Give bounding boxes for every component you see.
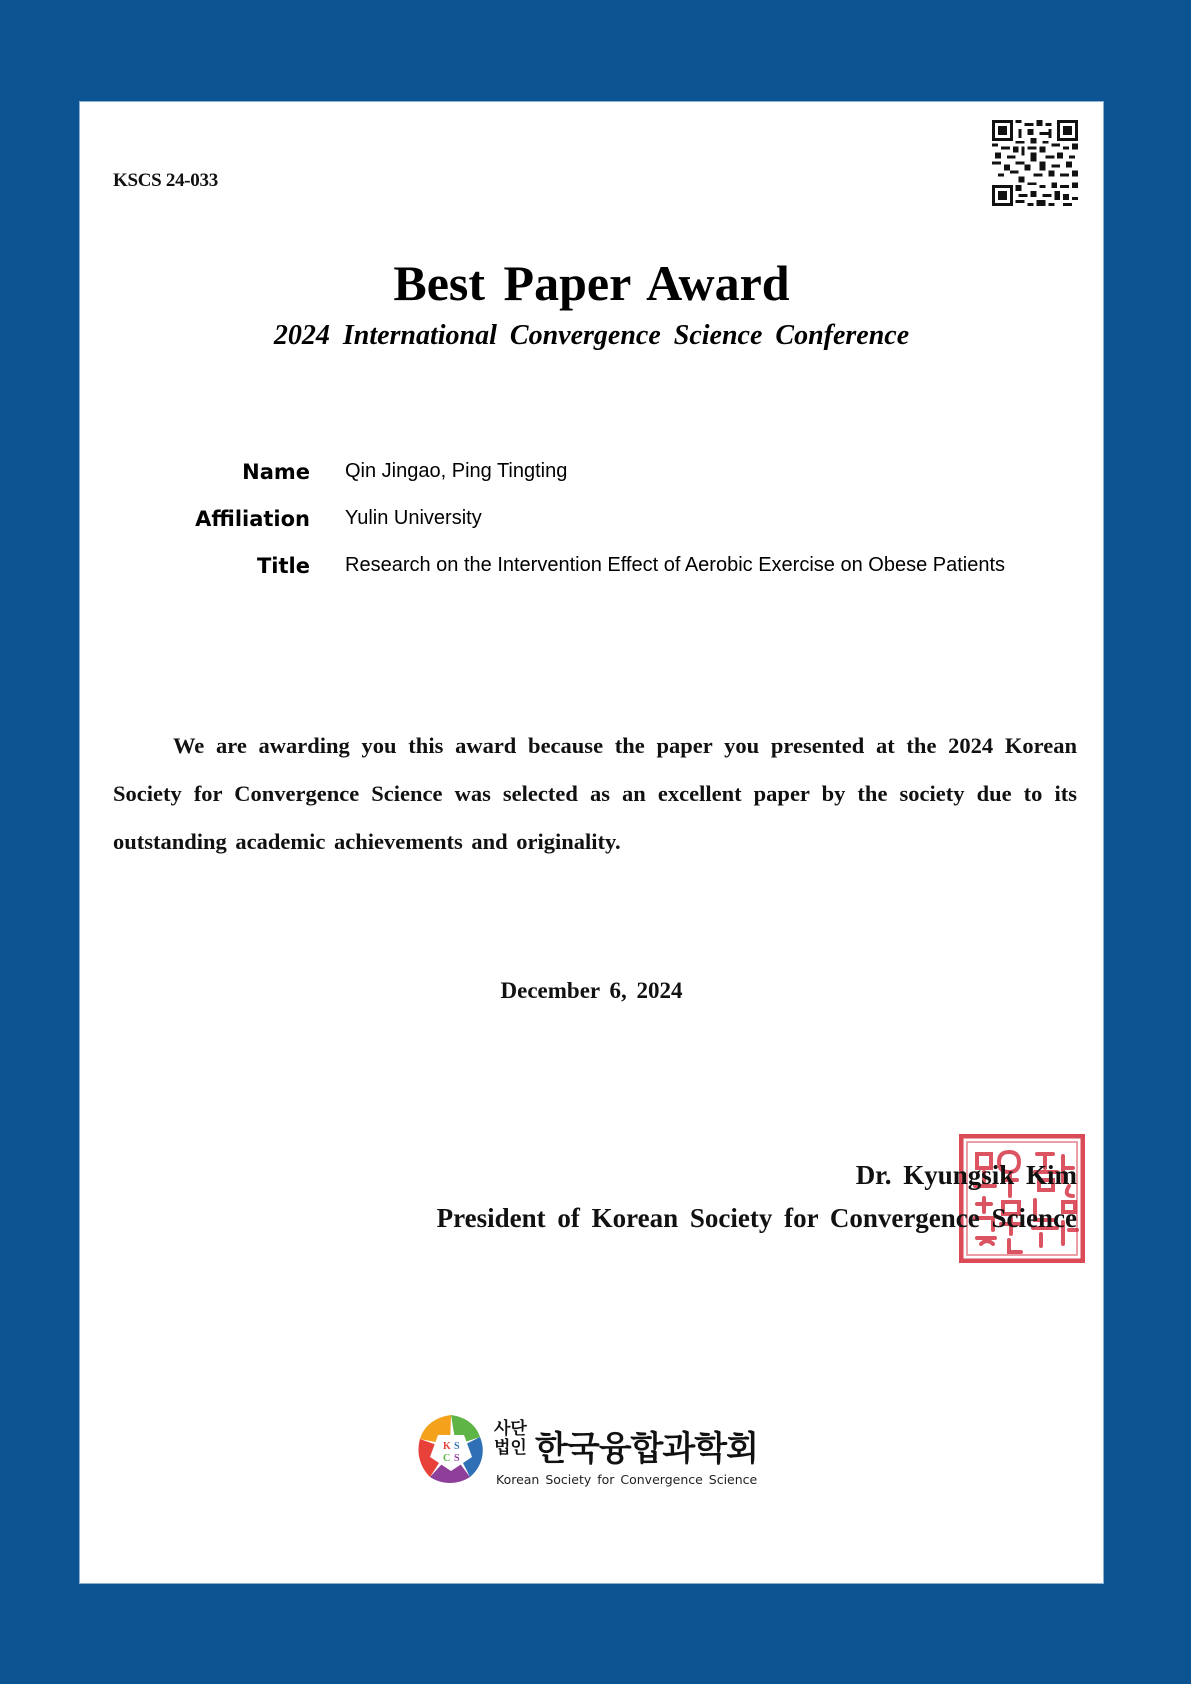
society-name-korean: 한국융합과학회	[535, 1429, 758, 1469]
logo-prefix-line2: 법인	[494, 1438, 527, 1458]
field-value-name: Qin Jingao, Ping Tingting	[345, 460, 568, 482]
award-date: December 6, 2024	[500, 978, 683, 1003]
field-label-affiliation: Affiliation	[195, 507, 310, 531]
certificate-page	[79, 101, 1104, 1584]
field-label-name: Name	[242, 460, 310, 484]
logo-prefix-line1: 사단	[494, 1419, 527, 1439]
emblem-letter-k: K	[443, 1441, 451, 1452]
qr-code-icon	[991, 120, 1079, 206]
emblem-letter-s1: S	[454, 1441, 460, 1452]
logo-prefix	[494, 1420, 534, 1458]
society-emblem-icon	[416, 1413, 486, 1487]
field-value-title: Research on the Intervention Effect of Aerobic Exercise on Obese Patients	[345, 554, 1006, 576]
document-id: KSCS 24-033	[113, 170, 218, 191]
field-value-affiliation: Yulin University	[345, 507, 482, 529]
emblem-letter-s2: S	[454, 1453, 460, 1464]
field-label-title: Title	[256, 554, 310, 578]
certificate-title: Best Paper Award	[393, 255, 790, 311]
official-seal-icon	[959, 1134, 1085, 1263]
emblem-letter-c: C	[443, 1453, 451, 1464]
conference-subtitle: 2024 International Convergence Science Conference	[273, 320, 910, 351]
signer-role: President of Korean Society for Convergence Science	[436, 1203, 1077, 1233]
society-name-english: Korean Society for Convergence Science	[496, 1472, 758, 1487]
award-statement: We are awarding you this award because the paper you presented at the 2024 Korean Society for Convergence Science was selected as an excellent paper by the society due to its outstanding academic achievements and originality.	[113, 733, 1077, 854]
signer-name: Dr. Kyungsik Kim	[855, 1160, 1077, 1190]
